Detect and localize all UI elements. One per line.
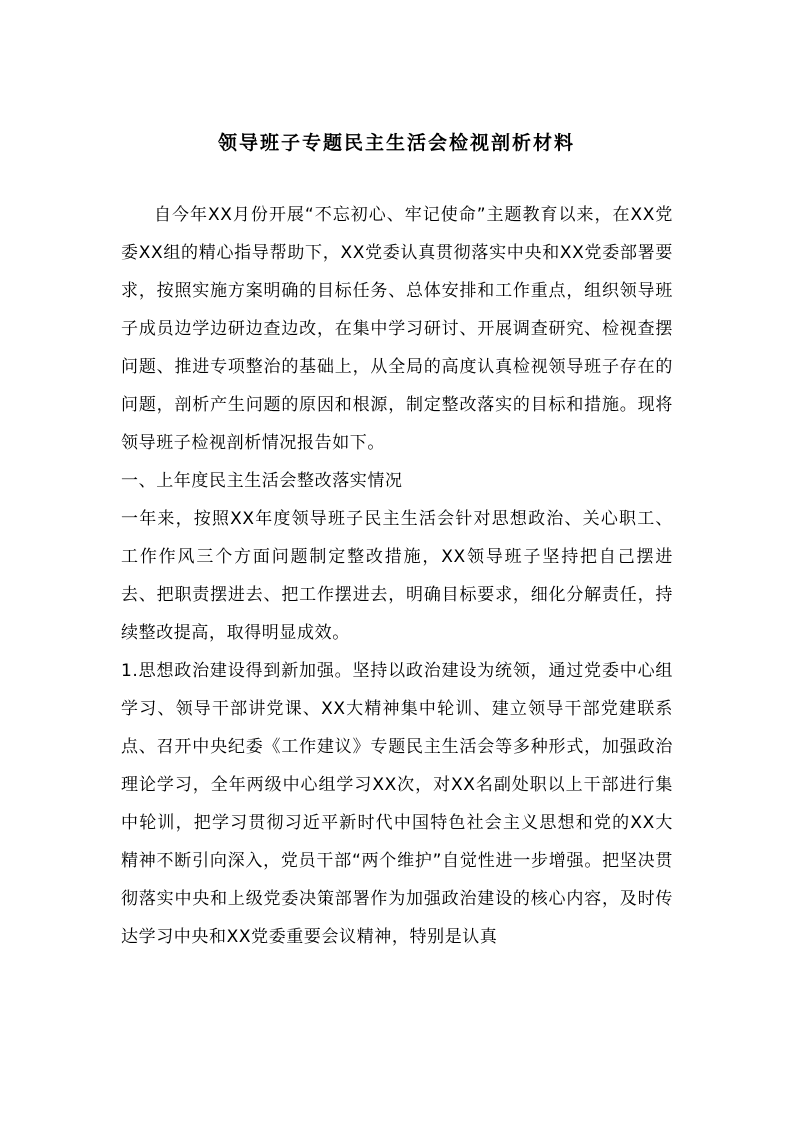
document-body [121,196,673,956]
section-heading-1: 一、上年度民主生活会整改落实情况 [121,471,403,491]
item-1-paragraph: 1.思想政治建设得到新加强。坚持以政治建设为统领，通过党委中心组学习、领导干部讲党课、XX大精神集中轮训、建立领导干部党建联系点、召开中央纪委《工作建议》专题民主生活会等多种形式，加强政治理论学习，全年两级中心组学习XX次，对XX名副处职以上干部进行集中轮训，把学习贯彻习近平新时代中国特色社会主义思想和党的XX大精神不断引向深入，党员干部“两个维护”自觉性进一步增强。把坚决贯彻落实中央和上级党委决策部署作为加强政治建设的核心内容，及时传达学习中央和XX党委重要会议精神，特别是认真 [121,661,673,947]
section-1-paragraph: 一年来，按照XX年度领导班子民主生活会针对思想政治、关心职工、工作作风三个方面问题制定整改措施，XX领导班子坚持把自己摆进去、把职责摆进去、把工作摆进去，明确目标要求，细化分解责任，持续整改提高，取得明显成效。 [121,509,673,643]
document-title: 领导班子专题民主生活会检视剖析材料 [217,132,575,154]
intro-paragraph: 自今年XX月份开展“不忘初心、牢记使命”主题教育以来，在XX党委XX组的精心指导帮助下，XX党委认真贯彻落实中央和XX党委部署要求，按照实施方案明确的目标任务、总体安排和工作重点，组织领导班子成员边学边研边查边改，在集中学习研讨、开展调查研究、检视查摆问题、推进专项整治的基础上，从全局的高度认真检视领导班子存在的问题，剖析产生问题的原因和根源，制定整改落实的目标和措施。现将领导班子检视剖析情况报告如下。 [121,205,673,453]
